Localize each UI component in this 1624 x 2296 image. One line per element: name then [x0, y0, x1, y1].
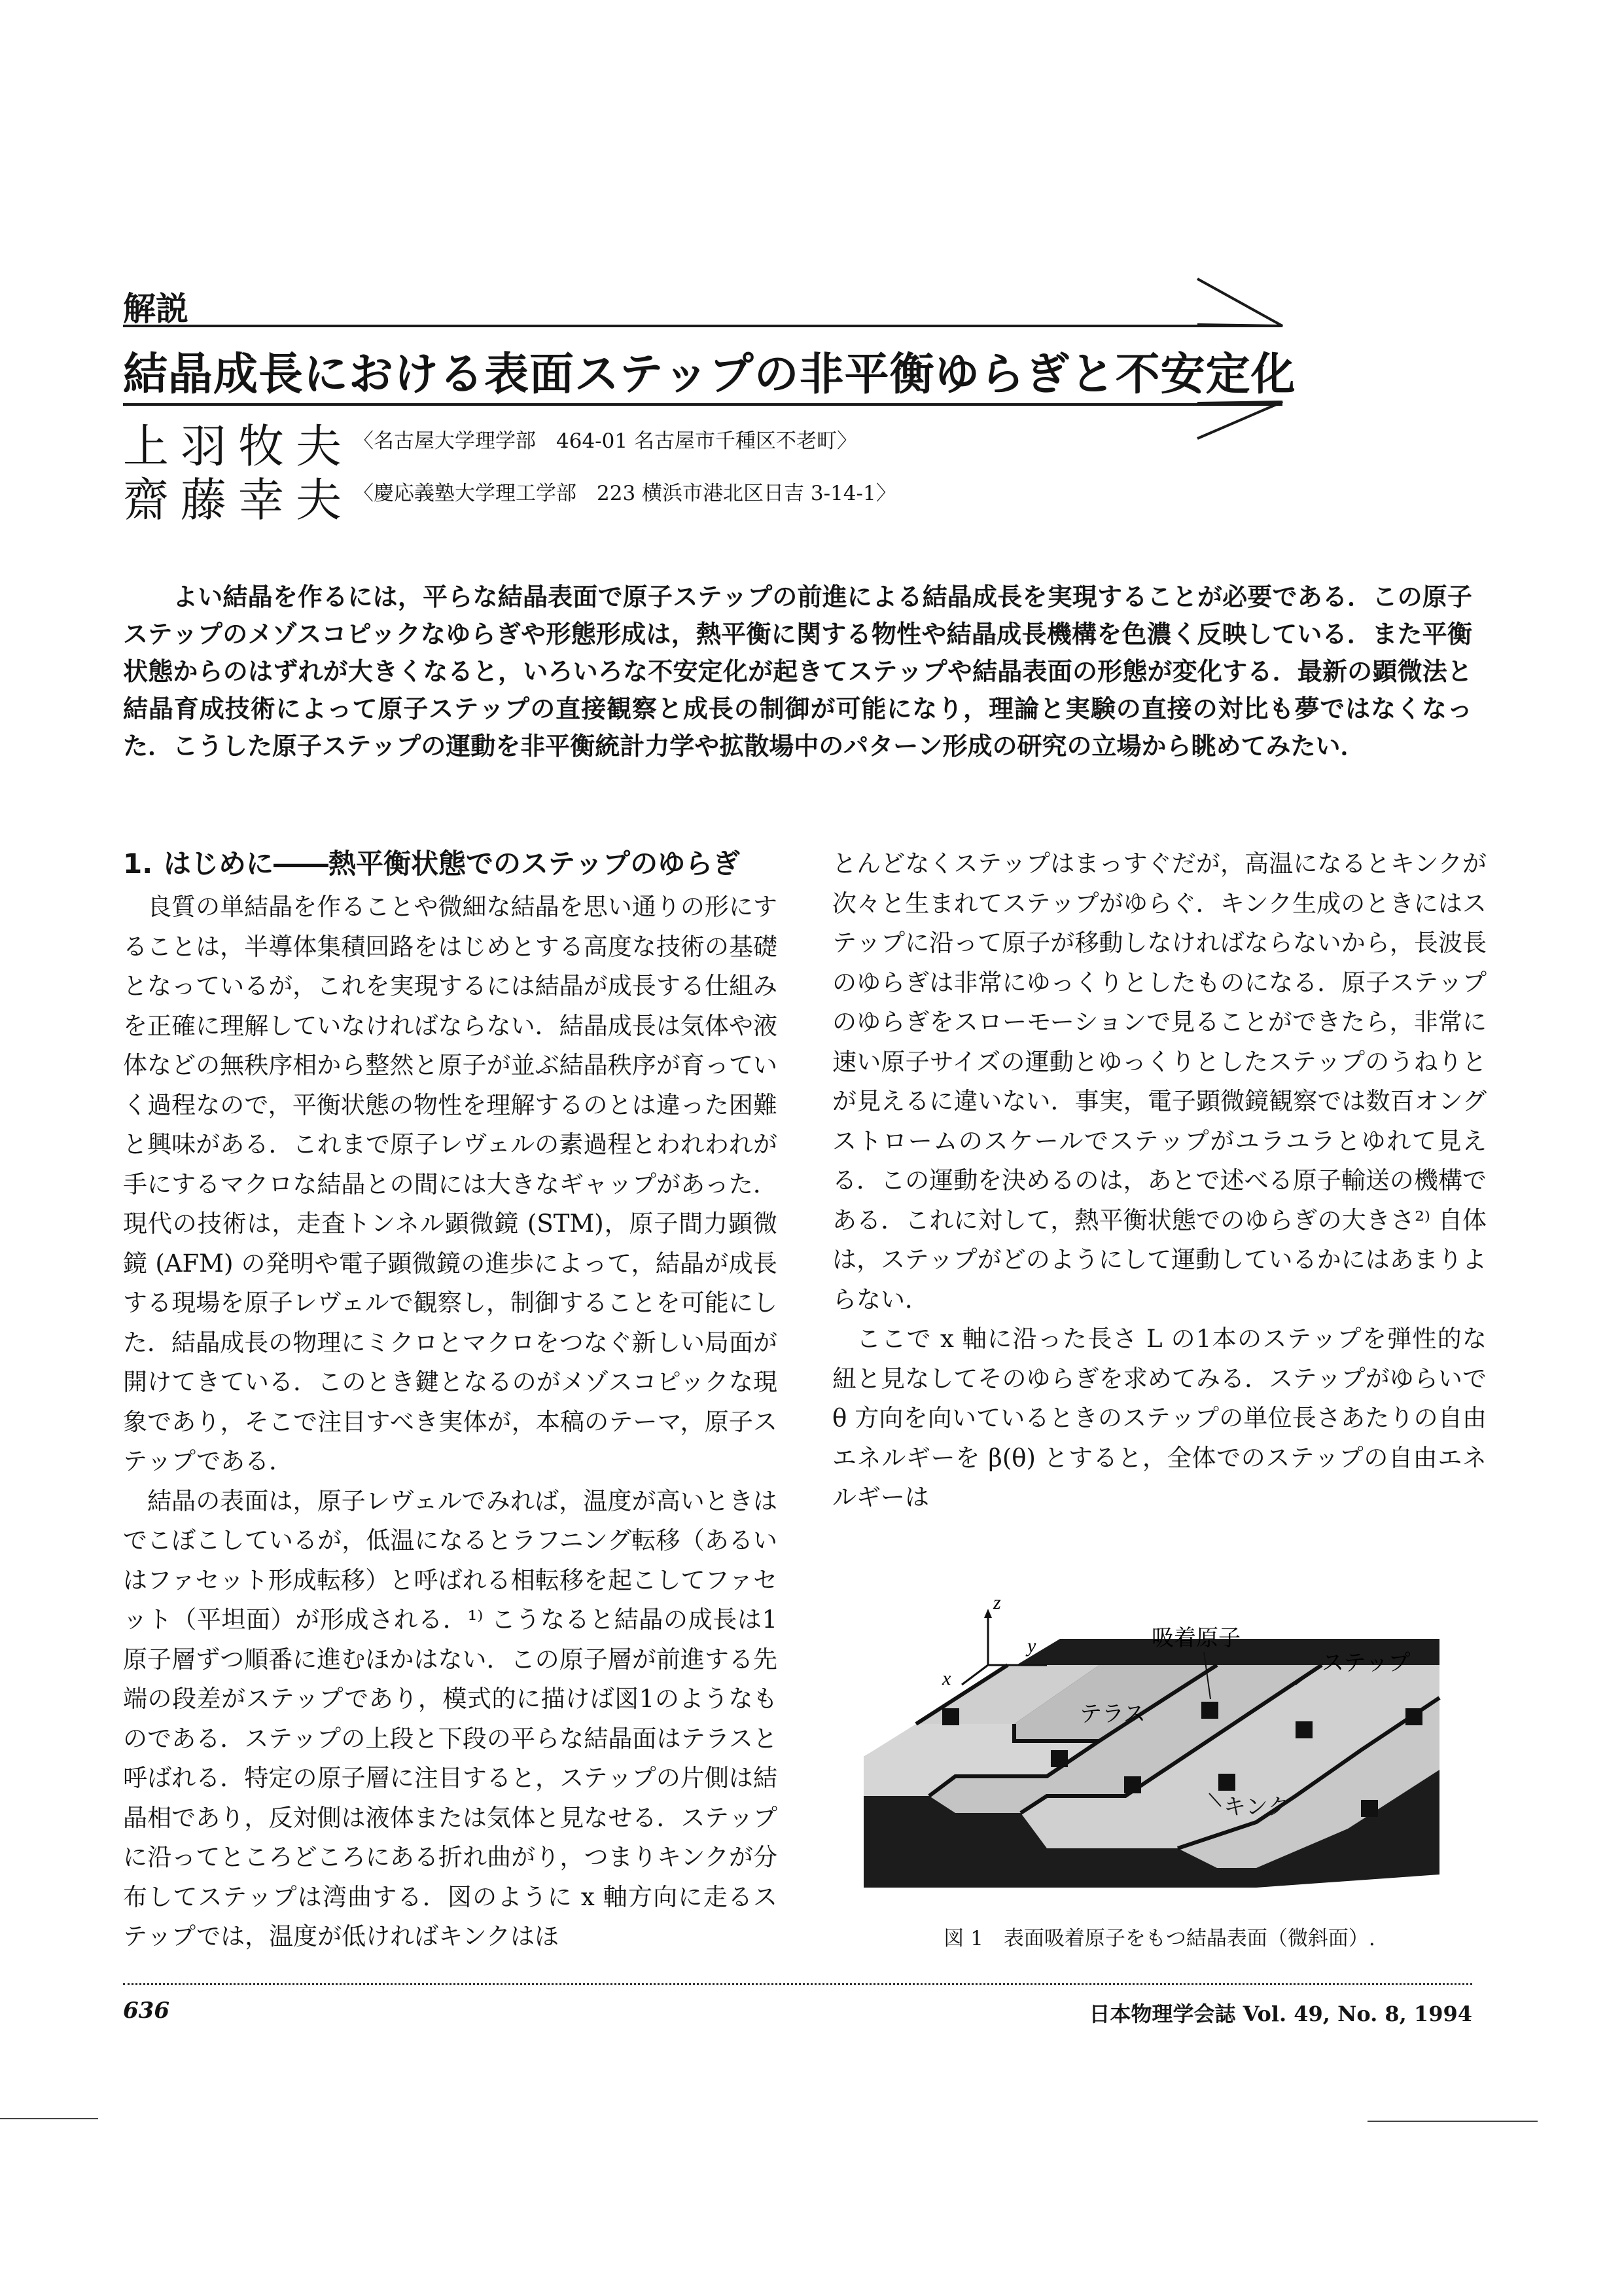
- body-column-left: [123, 844, 777, 1957]
- journal-citation: 日本物理学会誌 Vol. 49, No. 8, 1994: [1089, 2001, 1472, 2026]
- article-title: 結晶成長における表面ステップの非平衡ゆらぎと不安定化: [123, 349, 1296, 401]
- adatom: [942, 1708, 959, 1725]
- adatom: [1201, 1702, 1218, 1719]
- label-adatom: 吸着原子: [1152, 1625, 1241, 1651]
- author-name: 齋藤幸夫: [123, 473, 353, 527]
- author-affiliation: 〈名古屋大学理学部 464-01 名古屋市千種区不老町〉: [353, 429, 857, 453]
- axis-label-x: x: [942, 1668, 951, 1689]
- figure-crystal-surface: [851, 1587, 1453, 1914]
- label-step: ステップ: [1322, 1650, 1411, 1676]
- title-rule-top: [123, 325, 1282, 327]
- adatom: [1124, 1776, 1141, 1793]
- title-chevron-ornament: [1191, 274, 1289, 444]
- figure-caption: 図 1 表面吸着原子をもつ結晶表面（微斜面）.: [944, 1927, 1375, 1950]
- author-affiliation: 〈慶応義塾大学理工学部 223 横浜市港北区日吉 3-14-1〉: [353, 482, 896, 505]
- section-heading: [123, 844, 777, 884]
- page-number: 636: [123, 1998, 169, 2024]
- body-column-right: [832, 844, 1487, 1518]
- section-title: はじめに――熱平衡状態でのステップのゆらぎ: [164, 848, 741, 880]
- footer-rule: [123, 1983, 1472, 1985]
- body-paragraph: ここで x 軸に沿った長さ L の1本のステップを弾性的な紐と見なしてそのゆらぎを求めてみる．ステップがゆらいで θ 方向を向いているときのステップの単位長さあたりの自由エネルギーを β(θ) とすると，全体でのステップの自由エネルギーは: [832, 1325, 1487, 1511]
- adatom: [1405, 1708, 1422, 1725]
- adatom: [1051, 1750, 1068, 1767]
- body-paragraph: とんどなくステップはまっすぐだが，高温になるとキンクが次々と生まれてステップがゆらぐ．キンク生成のときにはステップに沿って原子が移動しなければならないから，長波長のゆらぎは非常にゆっくりとしたものになる．原子ステップのゆらぎをスローモーションで見ることができたら，非常に速い原子サイズの運動とゆっくりとしたステップのうねりとが見えるに違いない．事実，電子顕微鏡観察では数百オングストロームのスケールでステップがユラユラとゆれて見える．この運動を決めるのは，あとで述べる原子輸送の機構である．これに対して，熱平衡状態でのゆらぎの大きさ²⁾ 自体は，ステップがどのようにして運動しているかにはあまりよらない．: [832, 850, 1487, 1314]
- body-paragraph: 良質の単結晶を作ることや微細な結晶を思い通りの形にすることは，半導体集積回路をはじめとする高度な技術の基礎となっているが，これを実現するには結晶が成長する仕組みを正確に理解していなければならない．結晶成長は気体や液体などの無秩序相から整然と原子が並ぶ結晶秩序が育っていく過程なので，平衡状態の物性を理解するのとは違った困難と興味がある．これまで原子レヴェルの素過程とわれわれが手にするマクロな結晶との間には大きなギャップがあった．現代の技術は，走査トンネル顕微鏡 (STM)，原子間力顕微鏡 (AFM) の発明や電子顕微鏡の進歩によって，結晶が成長する現場を原子レヴェルで観察し，制御することを可能にした．結晶成長の物理にミクロとマクロをつなぐ新しい局面が開けてきている．このとき鍵となるのがメゾスコピックな現象であり，そこで注目すべき実体が，本稿のテーマ，原子ステップである．: [123, 893, 777, 1475]
- abstract: よい結晶を作るには，平らな結晶表面で原子ステップの前進による結晶成長を実現することが必要である．この原子ステップのメゾスコピックなゆらぎや形態形成は，熱平衡に関する物性や結晶成長機構を色濃く反映している．また平衡状態からのはずれが大きくなると，いろいろな不安定化が起きてステップや結晶表面の形態が変化する．最新の顕微法と結晶育成技術によって原子ステップの直接観察と成長の制御が可能になり，理論と実験の直接の対比も夢ではなくなった．こうした原子ステップの運動を非平衡統計力学や拡散場中のパターン形成の研究の立場から眺めてみたい．: [123, 583, 1472, 761]
- label-terrace: テラス: [1080, 1701, 1146, 1727]
- scan-artifact-line: [0, 2118, 98, 2119]
- scan-artifact-line: [1368, 2121, 1538, 2122]
- axis-label-y: y: [1027, 1635, 1036, 1657]
- axis-label-z: z: [993, 1592, 1001, 1613]
- label-kink: キンク: [1224, 1794, 1290, 1820]
- title-rule-bottom: [123, 403, 1282, 406]
- body-paragraph: 結晶の表面は，原子レヴェルでみれば，温度が高いときはでこぼこしているが，低温になるとラフニング転移（あるいはファセット形成転移）と呼ばれる相転移を起こしてファセット（平坦面）が形成される．¹⁾ こうなると結晶の成長は1原子層ずつ順番に進むほかはない．この原子層が前進する先端の段差がステップであり，模式的に描けば図1のようなものである．ステップの上段と下段の平らな結晶面はテラスと呼ばれる．特定の原子層に注目すると，ステップの片側は結晶相であり，反対側は液体または気体と見なせる．ステップに沿ってところどころにある折れ曲がり，つまりキンクが分布してステップは湾曲する．図のように x 軸方向に走るステップでは，温度が低ければキンクはほ: [123, 1486, 777, 1950]
- adatom: [1361, 1800, 1378, 1817]
- adatom: [1218, 1774, 1235, 1791]
- author-name: 上羽牧夫: [123, 420, 353, 473]
- adatom: [1296, 1721, 1313, 1738]
- section-number: 1.: [123, 848, 153, 880]
- section-category: 解説: [123, 290, 188, 328]
